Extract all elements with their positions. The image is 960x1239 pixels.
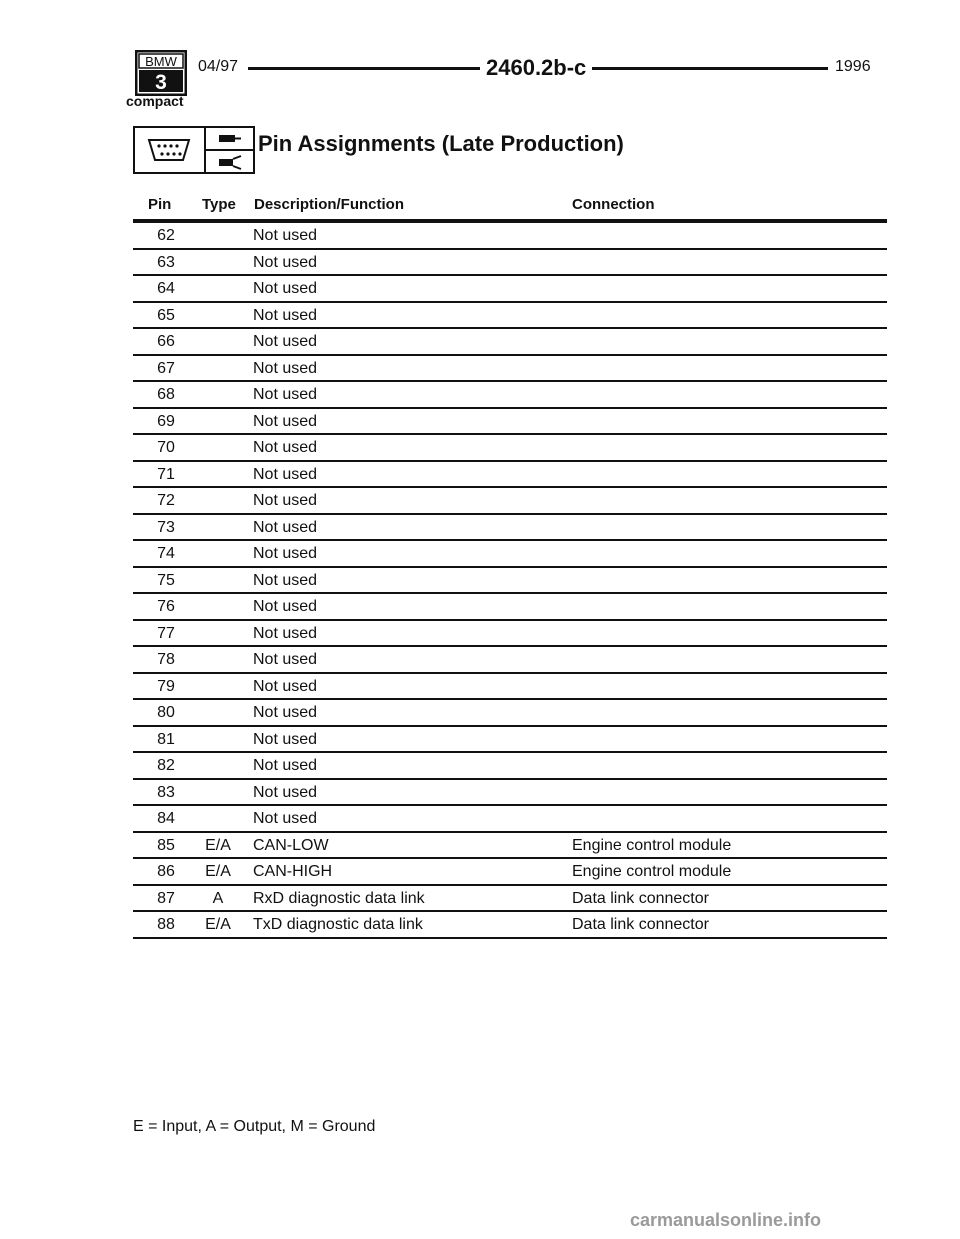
- pin-cell: 64: [157, 280, 175, 297]
- header-rule-right: [592, 67, 828, 70]
- header-year: 1996: [835, 58, 871, 75]
- description-cell: Not used: [253, 704, 318, 721]
- description-cell: Not used: [253, 624, 318, 642]
- description-cell: Not used: [253, 730, 318, 748]
- connection-cell: Data link connector: [572, 889, 709, 907]
- table-row: [133, 276, 887, 303]
- description-cell: Not used: [253, 386, 318, 403]
- logo-series-text: 3: [155, 71, 167, 94]
- table-row: [133, 435, 887, 462]
- table-header-row: [0, 194, 960, 216]
- table-row: [133, 515, 887, 542]
- pin-cell: 85: [157, 836, 175, 854]
- table-row: [133, 727, 887, 754]
- table-row: [133, 886, 887, 913]
- pin-cell: 78: [157, 651, 175, 668]
- type-cell: E/A: [205, 836, 231, 854]
- type-cell: A: [212, 889, 224, 907]
- description-cell: Not used: [253, 465, 318, 483]
- pin-cell: 77: [157, 624, 175, 642]
- description-cell: Not used: [253, 227, 318, 244]
- table-row: [133, 250, 887, 277]
- description-cell: Not used: [253, 810, 318, 827]
- column-header-connection: Connection: [572, 196, 655, 213]
- table-row: [133, 780, 887, 807]
- pin-cell: 87: [157, 889, 175, 907]
- table-row: [133, 753, 887, 780]
- description-cell: Not used: [253, 545, 318, 562]
- type-cell: E/A: [205, 916, 231, 933]
- table-row: [133, 647, 887, 674]
- column-header-type: Type: [202, 196, 236, 213]
- bmw-badge-icon: [135, 50, 187, 96]
- pin-cell: 66: [157, 333, 175, 350]
- pin-cell: 71: [157, 465, 175, 483]
- description-cell: Not used: [253, 492, 318, 509]
- description-cell: Not used: [253, 598, 318, 615]
- table-row: [133, 833, 887, 860]
- pin-cell: 65: [157, 306, 175, 324]
- description-cell: Not used: [253, 757, 318, 774]
- header-rule-left: [248, 67, 480, 70]
- type-legend: E = Input, A = Output, M = Ground: [133, 1118, 376, 1135]
- description-cell: CAN-LOW: [253, 836, 329, 854]
- description-cell: Not used: [253, 571, 318, 589]
- pin-cell: 84: [157, 810, 175, 827]
- column-header-pin: Pin: [148, 196, 172, 213]
- description-cell: Not used: [253, 412, 318, 430]
- connector-pinout-icon: [133, 126, 255, 174]
- description-cell: Not used: [253, 333, 318, 350]
- pin-cell: 72: [157, 492, 175, 509]
- pin-cell: 83: [157, 783, 175, 801]
- table-row: [133, 488, 887, 515]
- section-title: Pin Assignments (Late Production): [258, 131, 624, 156]
- logo-badge-text: BMW: [145, 54, 177, 69]
- pin-cell: 68: [157, 386, 175, 403]
- description-cell: Not used: [253, 306, 318, 324]
- table-row: [133, 621, 887, 648]
- pin-cell: 70: [157, 439, 175, 456]
- table-row: [133, 223, 887, 250]
- pin-cell: 88: [157, 916, 175, 933]
- pin-cell: 75: [157, 571, 175, 589]
- connection-cell: Data link connector: [572, 916, 709, 933]
- table-row: [133, 912, 887, 939]
- table-row: [133, 462, 887, 489]
- document-code: 2460.2b-c: [486, 55, 587, 80]
- description-cell: Not used: [253, 439, 318, 456]
- watermark: carmanualsonline.info: [630, 1210, 822, 1230]
- description-cell: Not used: [253, 359, 318, 377]
- description-cell: Not used: [253, 677, 318, 695]
- description-cell: Not used: [253, 253, 318, 271]
- table-row: [133, 594, 887, 621]
- table-row: [133, 700, 887, 727]
- pin-cell: 62: [157, 227, 175, 244]
- connection-cell: Engine control module: [572, 863, 732, 880]
- pin-cell: 81: [157, 730, 175, 748]
- table-row: [133, 356, 887, 383]
- table-row: [133, 859, 887, 886]
- type-cell: E/A: [205, 863, 231, 880]
- pin-cell: 69: [157, 412, 175, 430]
- table-row: [133, 568, 887, 595]
- bmw-3-compact-logo: [135, 50, 187, 96]
- column-header-description: Description/Function: [254, 196, 404, 213]
- pin-cell: 79: [157, 677, 175, 695]
- brand-subtitle: compact: [126, 93, 184, 109]
- table-row: [133, 382, 887, 409]
- connection-cell: Engine control module: [572, 836, 732, 854]
- pin-cell: 74: [157, 545, 175, 562]
- pin-cell: 76: [157, 598, 175, 615]
- description-cell: Not used: [253, 783, 318, 801]
- table-row: [133, 674, 887, 701]
- pin-assignment-table: [133, 219, 887, 939]
- table-row: [133, 541, 887, 568]
- table-row: [133, 303, 887, 330]
- pin-cell: 67: [157, 359, 175, 377]
- description-cell: Not used: [253, 651, 318, 668]
- header-date: 04/97: [198, 58, 239, 75]
- description-cell: RxD diagnostic data link: [253, 889, 425, 907]
- pin-cell: 63: [157, 253, 175, 271]
- pin-cell: 80: [157, 704, 175, 721]
- pin-cell: 86: [157, 863, 175, 880]
- description-cell: TxD diagnostic data link: [253, 916, 423, 933]
- pin-cell: 73: [157, 518, 175, 536]
- description-cell: CAN-HIGH: [253, 863, 333, 880]
- description-cell: Not used: [253, 280, 318, 297]
- table-row: [133, 806, 887, 833]
- pin-cell: 82: [157, 757, 175, 774]
- table-row: [133, 409, 887, 436]
- description-cell: Not used: [253, 518, 318, 536]
- table-row: [133, 329, 887, 356]
